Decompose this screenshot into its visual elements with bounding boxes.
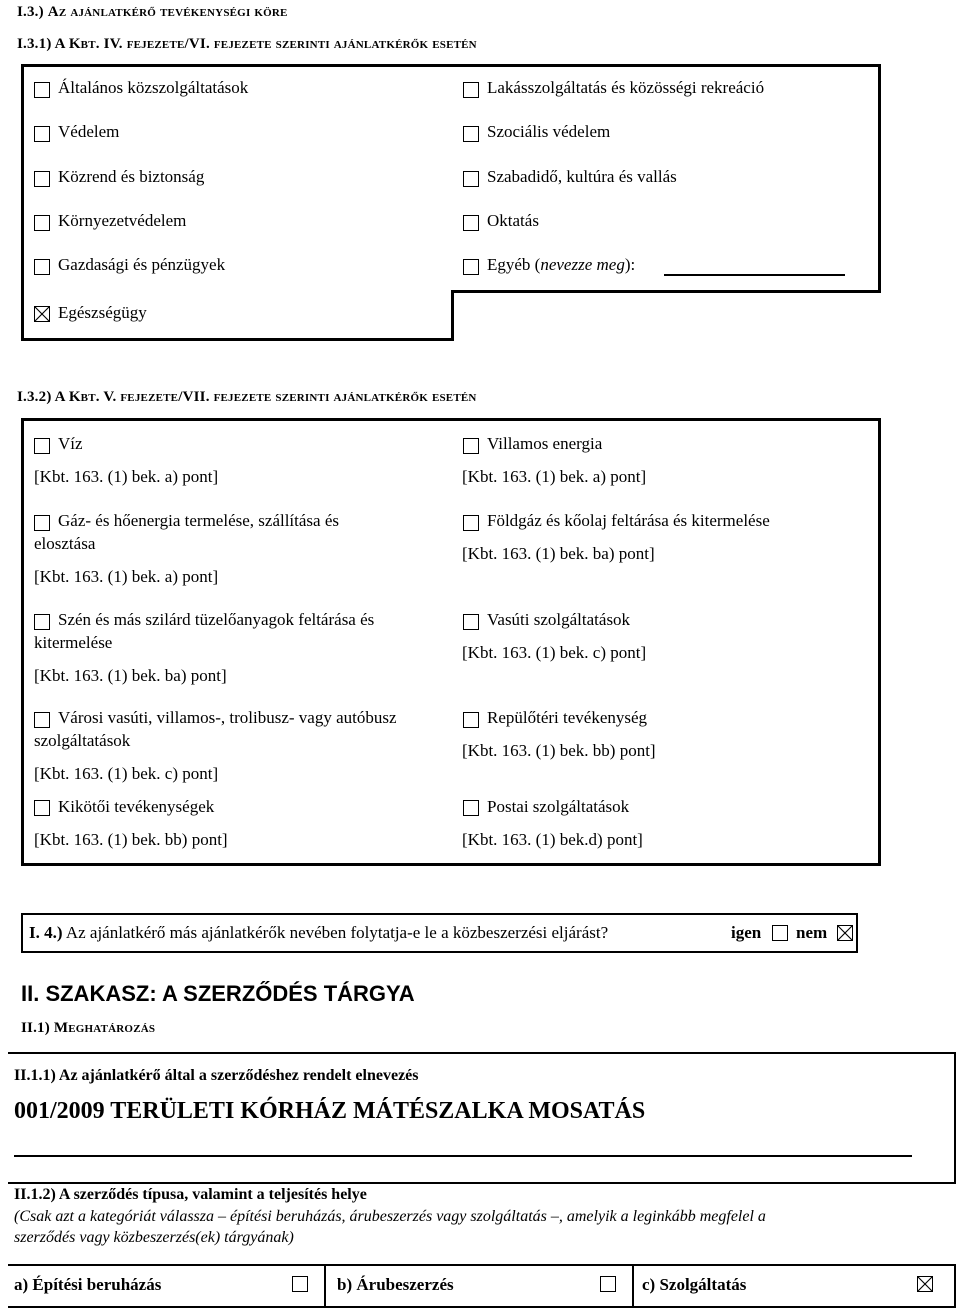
checkbox-egeszsegugy-checked[interactable] <box>34 306 50 322</box>
box-step-vertical <box>451 290 454 340</box>
checkbox-kornyezet[interactable] <box>34 215 50 231</box>
type-note-line2: szerződés vagy közbeszerzés(ek) tárgyának) <box>14 1229 294 1246</box>
checkmark-x-icon <box>918 1277 932 1291</box>
checkbox-kozrend[interactable] <box>34 171 50 187</box>
option-c-label: c) Szolgáltatás <box>642 1275 747 1294</box>
checkbox-kikotoi[interactable] <box>34 800 50 816</box>
options-top <box>8 1264 956 1266</box>
ref-vasuti: [Kbt. 163. (1) bek. c) pont] <box>462 643 647 662</box>
ref-postai: [Kbt. 163. (1) bek.d) pont] <box>462 830 643 849</box>
ref-varosi: [Kbt. 163. (1) bek. c) pont] <box>34 764 219 783</box>
label-postai: Postai szolgáltatások <box>487 797 630 816</box>
label-egyeb: Egyéb (nevezze meg): <box>487 255 636 274</box>
box-top-border <box>21 64 881 67</box>
label-gazdasagi: Gazdasági és pénzügyek <box>58 255 226 274</box>
name-label: II.1.1) Az ajánlatkérő által a szerződéshez rendelt elnevezés <box>14 1067 419 1084</box>
options-divider-2 <box>632 1264 634 1308</box>
checkbox-gaz[interactable] <box>34 515 50 531</box>
label-viz: Víz <box>58 434 83 453</box>
type-note-line1: (Csak azt a kategóriát válassza – építési beruházás, árubeszerzés vagy szolgáltatás –, amelyik a leginkább megfelel a <box>14 1208 766 1225</box>
ref-kikotoi: [Kbt. 163. (1) bek. bb) pont] <box>34 830 228 849</box>
type-label: II.1.2) A szerződés típusa, valamint a teljesítés helye <box>14 1186 367 1203</box>
label-kikotoi: Kikötői tevékenységek <box>58 797 215 816</box>
checkbox-varosi[interactable] <box>34 712 50 728</box>
box-right-border <box>878 64 881 293</box>
checkmark-x-icon <box>838 926 852 940</box>
label-kornyezet: Környezetvédelem <box>58 211 187 230</box>
name-underline <box>14 1155 912 1157</box>
label-szabadido: Szabadidő, kultúra és vallás <box>487 167 677 186</box>
label-varosi-line2: szolgáltatások <box>34 731 131 750</box>
box-bottom-border <box>21 338 454 341</box>
type-box-top <box>8 1182 956 1184</box>
checkbox-lakas[interactable] <box>463 82 479 98</box>
box-step-border <box>451 290 881 293</box>
name-box-top <box>8 1052 956 1054</box>
options-bottom <box>8 1306 956 1308</box>
checkbox-oktatas[interactable] <box>463 215 479 231</box>
label-altalanos: Általános közszolgáltatások <box>58 78 249 97</box>
options-right-border <box>954 1264 956 1308</box>
checkbox-szabadido[interactable] <box>463 171 479 187</box>
ref-repuloteri: [Kbt. 163. (1) bek. bb) pont] <box>462 741 656 760</box>
label-oktatas: Oktatás <box>487 211 539 230</box>
section-ii-title: II. SZAKASZ: A SZERZŐDÉS TÁRGYA <box>21 981 415 1006</box>
ref-gaz: [Kbt. 163. (1) bek. a) pont] <box>34 567 219 586</box>
section-i31-title: I.3.1) A Kbt. IV. fejezete/VI. fejezete szerinti ajánlatkérők esetén <box>17 36 477 52</box>
label-villamos: Villamos energia <box>487 434 603 453</box>
options-divider-1 <box>324 1264 326 1308</box>
checkbox-repuloteri[interactable] <box>463 712 479 728</box>
label-gaz-line2: elosztása <box>34 534 96 553</box>
ref-viz: [Kbt. 163. (1) bek. a) pont] <box>34 467 219 486</box>
ref-foldgaz: [Kbt. 163. (1) bek. ba) pont] <box>462 544 655 563</box>
checkbox-gazdasagi[interactable] <box>34 259 50 275</box>
ref-szen: [Kbt. 163. (1) bek. ba) pont] <box>34 666 227 685</box>
label-szen-line2: kitermelése <box>34 633 113 652</box>
label-szocialis: Szociális védelem <box>487 122 611 141</box>
label-egeszsegugy: Egészségügy <box>58 303 147 322</box>
section-ii1-title: II.1) Meghatározás <box>21 1020 156 1036</box>
label-lakas: Lakásszolgáltatás és közösségi rekreáció <box>487 78 765 97</box>
contract-name-value: 001/2009 TERÜLETI KÓRHÁZ MÁTÉSZALKA MOSATÁS <box>14 1098 646 1124</box>
option-b-label: b) Árubeszerzés <box>337 1275 454 1294</box>
label-vasuti: Vasúti szolgáltatások <box>487 610 631 629</box>
box-left-border <box>21 64 24 340</box>
i4-no-label: nem <box>796 923 828 942</box>
checkbox-option-b[interactable] <box>600 1276 616 1292</box>
checkbox-szen[interactable] <box>34 614 50 630</box>
checkbox-vedelem[interactable] <box>34 126 50 142</box>
label-varosi: Városi vasúti, villamos-, trolibusz- vagy autóbusz <box>58 708 397 727</box>
checkbox-postai[interactable] <box>463 800 479 816</box>
label-szen: Szén és más szilárd tüzelőanyagok feltárása és <box>58 610 375 629</box>
checkbox-i4-no-checked[interactable] <box>837 925 853 941</box>
section-i3-title: I.3.) Az ajánlatkérő tevékenységi köre <box>17 4 288 20</box>
label-vedelem: Védelem <box>58 122 120 141</box>
checkbox-szocialis[interactable] <box>463 126 479 142</box>
checkbox-villamos[interactable] <box>463 438 479 454</box>
i4-yes-label: igen <box>731 923 762 942</box>
checkbox-altalanos[interactable] <box>34 82 50 98</box>
i4-question: I. 4.) Az ajánlatkérő más ajánlatkérők nevében folytatja-e le a közbeszerzési eljárást? <box>29 923 609 942</box>
section-i32-title: I.3.2) A Kbt. V. fejezete/VII. fejezete szerinti ajánlatkérők esetén <box>17 389 477 405</box>
label-foldgaz: Földgáz és kőolaj feltárása és kitermelése <box>487 511 770 530</box>
label-gaz: Gáz- és hőenergia termelése, szállítása és <box>58 511 339 530</box>
ref-villamos: [Kbt. 163. (1) bek. a) pont] <box>462 467 647 486</box>
label-repuloteri: Repülőtéri tevékenység <box>487 708 648 727</box>
checkbox-egyeb[interactable] <box>463 259 479 275</box>
checkbox-i4-yes[interactable] <box>772 925 788 941</box>
checkbox-option-a[interactable] <box>292 1276 308 1292</box>
checkmark-x-icon <box>35 307 49 321</box>
label-kozrend: Közrend és biztonság <box>58 167 205 186</box>
checkbox-viz[interactable] <box>34 438 50 454</box>
checkbox-option-c-checked[interactable] <box>917 1276 933 1292</box>
option-a-label: a) Építési beruházás <box>14 1275 162 1294</box>
egyeb-input-line[interactable] <box>664 274 845 276</box>
checkbox-vasuti[interactable] <box>463 614 479 630</box>
checkbox-foldgaz[interactable] <box>463 515 479 531</box>
